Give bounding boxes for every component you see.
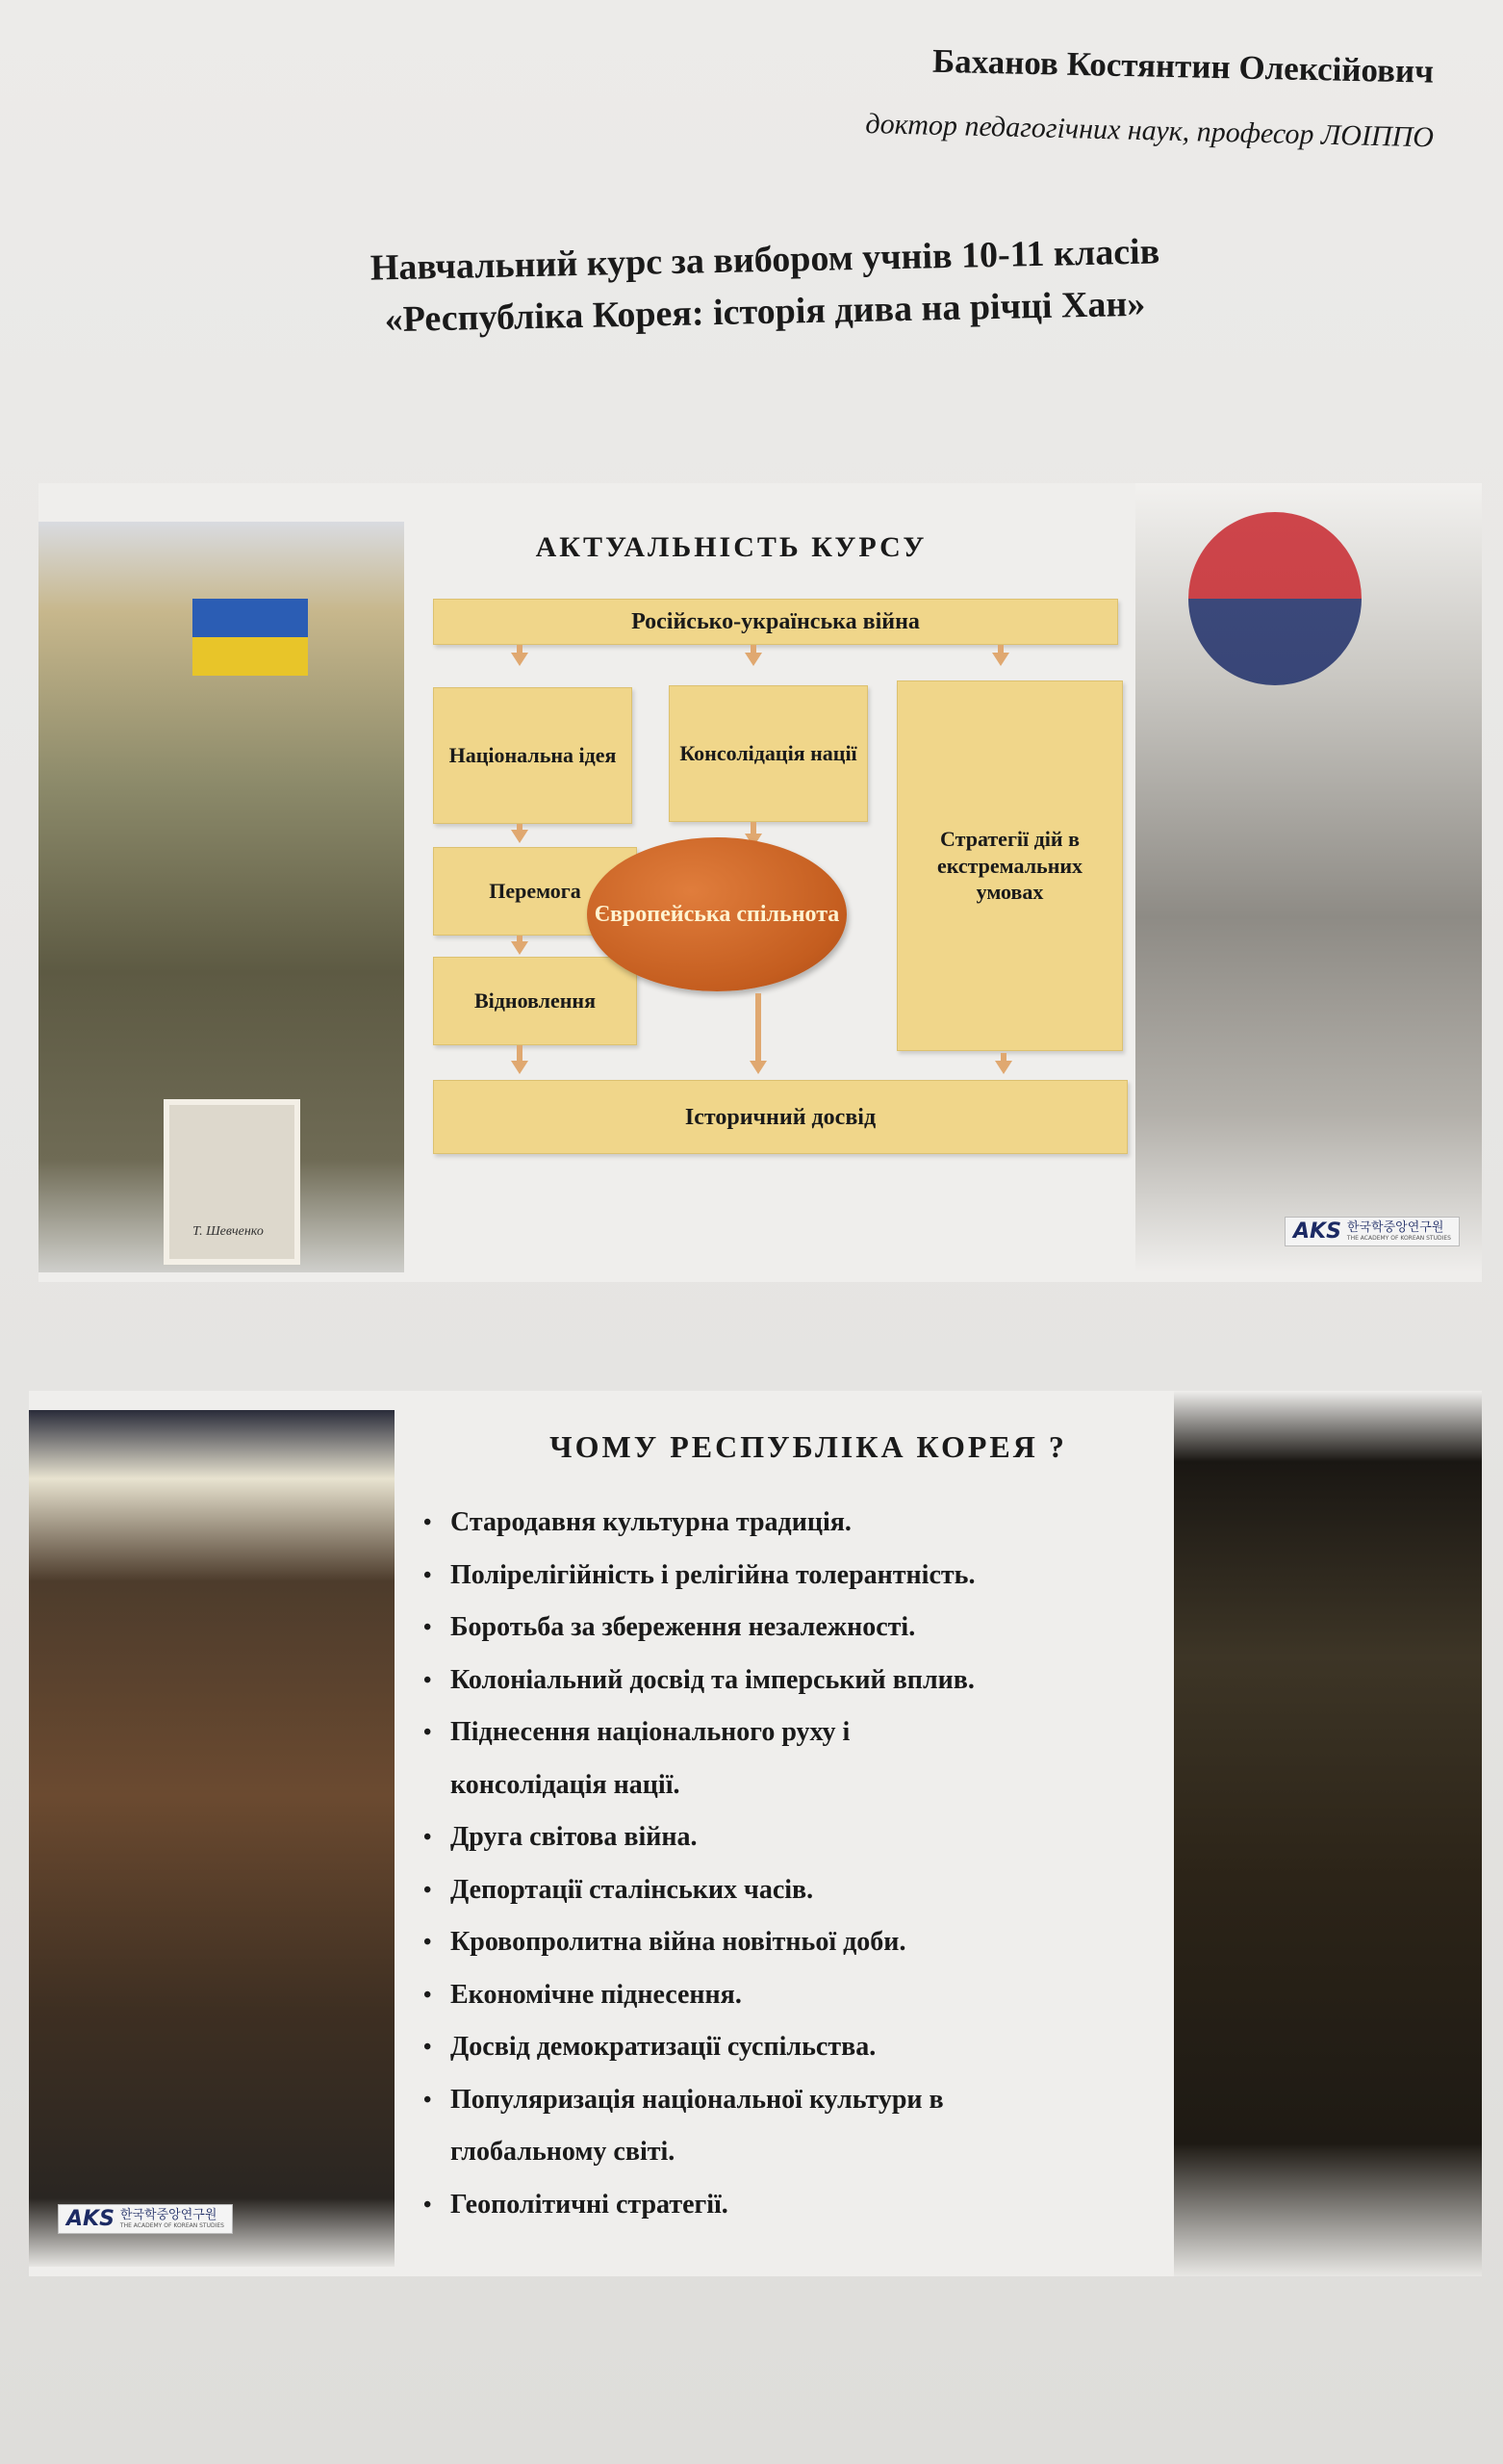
slide1-title: АКТУАЛЬНІСТЬ КУРСУ xyxy=(535,531,928,563)
slide-relevance xyxy=(38,483,1482,1282)
circle-european-community: Європейська спільнота xyxy=(587,837,847,991)
list-item: • Стародавня культурна традиція. xyxy=(414,1497,1164,1550)
arrow-down-icon xyxy=(511,941,528,955)
list-item: • Досвід демократизації суспільства. xyxy=(414,2021,1164,2074)
list-item: • Економічне піднесення. xyxy=(414,1969,1164,2022)
arrow-down-icon xyxy=(511,1061,528,1074)
shevchenko-portrait xyxy=(164,1099,300,1265)
list-item: • Популяризація національної культури в xyxy=(414,2074,1164,2127)
list-item: • Боротьба за збереження незалежності. xyxy=(414,1602,1164,1655)
maidan-night-photo xyxy=(1174,1391,1482,2276)
aks-logo-korean: 한국학중앙연구원 xyxy=(1346,1219,1444,1235)
box-strategies: Стратегії дій в екстремальних умовах xyxy=(897,680,1123,1051)
arrow-down-icon xyxy=(511,653,528,666)
aks-logo-mark: AKS xyxy=(1293,1219,1341,1244)
list-item-continuation: глобальному світі. xyxy=(450,2137,675,2167)
box-historical-experience: Історичний досвід xyxy=(433,1080,1128,1154)
slide-why-korea xyxy=(29,1391,1482,2276)
aks-logo xyxy=(1285,1217,1460,1246)
aks-logo-korean: 한국학중앙연구원 xyxy=(119,2207,217,2222)
list-item: • Полірелігійність і релігійна толерантність. xyxy=(414,1550,1164,1603)
arrow-down-icon xyxy=(750,1061,767,1074)
arrow-down-icon xyxy=(992,653,1009,666)
taegeuk-symbol-icon xyxy=(1188,512,1362,685)
aks-logo xyxy=(58,2204,233,2234)
aks-logo-english: THE ACADEMY OF KOREAN STUDIES xyxy=(1346,1235,1451,1243)
list-item: • Геополітичні стратегії. xyxy=(414,2179,1164,2232)
author-name: Баханов Костянтин Олексійович xyxy=(931,41,1435,90)
box-russo-ukrainian-war: Російсько-українська війна xyxy=(433,599,1118,645)
box-restoration: Відновлення xyxy=(433,957,637,1045)
arrow-down-icon xyxy=(995,1061,1012,1074)
list-item: • Колоніальний досвід та імперський вплив. xyxy=(414,1655,1164,1707)
aks-logo-mark: AKS xyxy=(66,2207,115,2231)
portrait-signature: Т. Шевченко xyxy=(192,1224,264,1239)
list-item-continuation: консолідація нації. xyxy=(450,1769,680,1800)
list-item: • Друга світова війна. xyxy=(414,1811,1164,1864)
list-item: • Піднесення національного руху і xyxy=(414,1707,1164,1759)
slide2-title: ЧОМУ РЕСПУБЛІКА КОРЕЯ ? xyxy=(549,1429,1067,1464)
aks-logo-english: THE ACADEMY OF KOREAN STUDIES xyxy=(119,2222,224,2230)
arrow-down-icon xyxy=(745,653,762,666)
reasons-list xyxy=(414,1497,1164,2231)
author-title: доктор педагогічних наук, професор ЛОІППО xyxy=(865,108,1435,154)
arrow-shaft xyxy=(755,993,761,1063)
box-national-idea: Національна ідея xyxy=(433,687,632,824)
course-subtitle: Навчальний курс за вибором учнів 10-11 класів xyxy=(369,231,1160,289)
list-item: • Депортації сталінських часів. xyxy=(414,1864,1164,1917)
seoul-protest-photo xyxy=(29,1410,395,2267)
list-item: • Кровопролитна війна новітньої доби. xyxy=(414,1916,1164,1969)
course-title: «Республіка Корея: історія дива на річці Хан» xyxy=(384,283,1146,341)
box-victory: Перемога xyxy=(433,847,637,936)
arrow-down-icon xyxy=(511,830,528,843)
ukraine-flag-icon xyxy=(192,599,308,676)
box-consolidation: Консолідація нації xyxy=(669,685,868,822)
